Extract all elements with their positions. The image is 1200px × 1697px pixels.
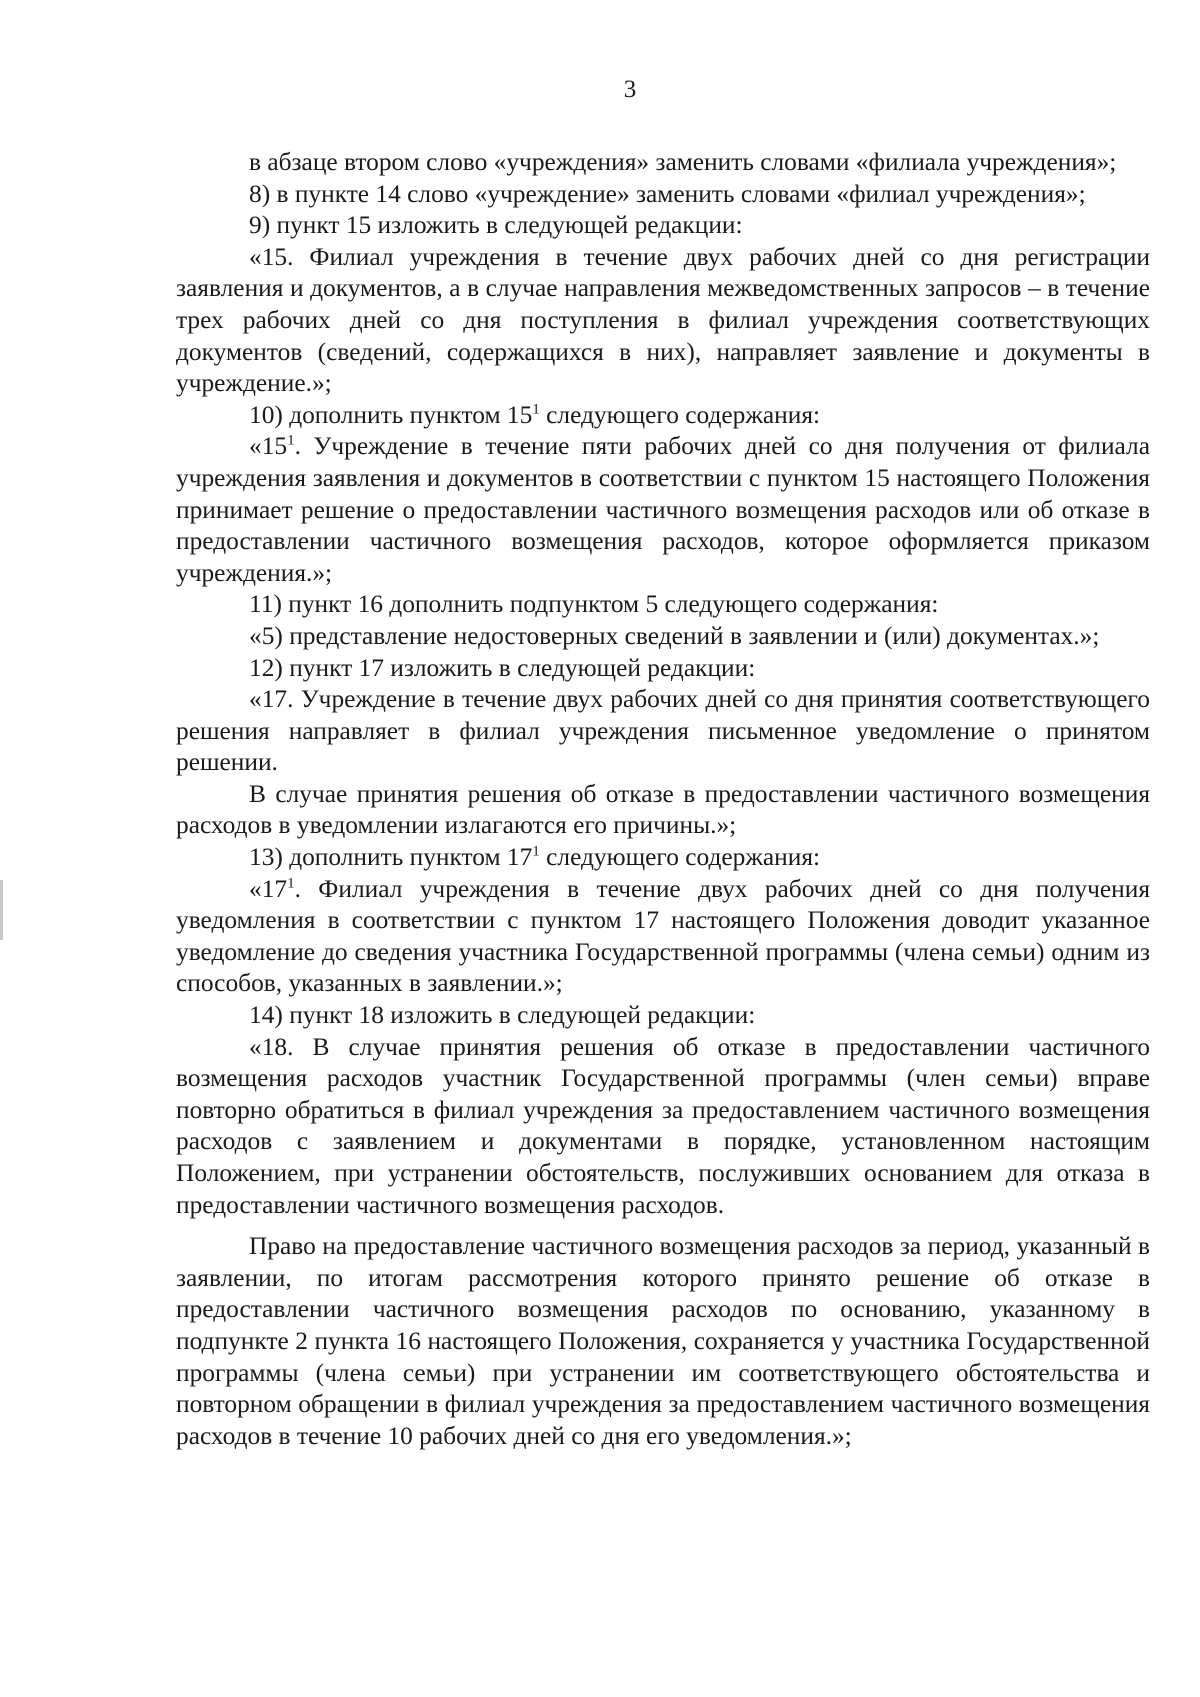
paragraph-point-15-text: «15. Филиал учреждения в течение двух рабочих дней со дня регистрации заявления и документов, а в случае направления межведомственных запросов – в течение трех рабочих дней со дня поступления в филиал учреждения соответствующих документов (сведений, содержащихся в них), направляет заявление и документы в учреждение.»;: [176, 242, 1150, 398]
paragraph-point-17-refusal: В случае принятия решения об отказе в предоставлении частичного возмещения расходов в уведомлении излагаются его причины.»;: [176, 779, 1150, 840]
paragraph-point-18-right: Право на предоставление частичного возмещения расходов за период, указанный в заявлении, по итогам рассмотрения которого принято решение об отказе в предоставлении частичного возмещения расходов по основанию, указанному в подпункте 2 пункта 16 настоящего Положения, сохраняется у участника Государственной программы (члена семьи) при устранении им соответствующего обстоятельства и повторном обращении в филиал учреждения за предоставлением частичного возмещения расходов в течение 10 рабочих дней со дня его уведомления.»;: [176, 1232, 1150, 1450]
item-13-text-start: 13) дополнить пунктом 17: [249, 843, 533, 872]
item-10-text-end: следующего содержания:: [539, 400, 821, 429]
paragraph-point-15-1-text: [176, 431, 1150, 589]
scan-edge-mark: [0, 880, 3, 940]
point-17-1-text-start: «17: [249, 874, 288, 903]
point-17-1-text-end: . Филиал учреждения в течение двух рабочих дней со дня получения уведомления в соответствии с пунктом 17 настоящего Положения доводит указанное уведомление до сведения участника Государственной программы (члена семьи) одним из способов, указанных в заявлении.»;: [176, 874, 1150, 998]
paragraph-point-17-text: «17. Учреждение в течение двух рабочих дней со дня принятия соответствующего решения направляет в филиал учреждения письменное уведомление о принятом решении.: [176, 685, 1150, 777]
paragraph-item-11: 11) пункт 16 дополнить подпунктом 5 следующего содержания:: [249, 590, 939, 619]
paragraph-abzac-vtorom: в абзаце втором слово «учреждения» заменить словами «филиала учреждения»;: [249, 148, 1117, 176]
paragraph-item-13: [176, 842, 1150, 874]
point-15-1-text-start: «15: [249, 432, 288, 461]
paragraph-subpoint-5-text: «5) представление недостоверных сведений в заявлении и (или) документах.»;: [249, 621, 1100, 650]
paragraph-item-12: 12) пункт 17 изложить в следующей редакции:: [249, 653, 756, 682]
point-15-1-superscript: 1: [287, 432, 295, 449]
page-number: 3: [623, 76, 637, 103]
item-10-superscript: 1: [532, 401, 540, 418]
item-13-superscript: 1: [532, 843, 540, 860]
document-body: [176, 147, 1150, 1452]
item-13-text-end: следующего содержания:: [539, 843, 821, 872]
paragraph-item-9: 9) пункт 15 изложить в следующей редакции:: [249, 211, 743, 240]
paragraph-point-17-1-text: [176, 874, 1150, 1000]
paragraph-item-14: 14) пункт 18 изложить в следующей редакции:: [249, 1001, 756, 1030]
point-15-1-text-end: . Учреждение в течение пяти рабочих дней со дня получения от филиала учреждения заявления и документов в соответствии с пунктом 15 настоящего Положения принимает решение о предоставлении частичного возмещения расходов или об отказе в предоставлении частичного возмещения расходов, которое оформляется приказом учреждения.»;: [176, 432, 1150, 587]
point-17-1-superscript: 1: [287, 875, 295, 892]
paragraph-point-18-text: «18. В случае принятия решения об отказе в предоставлении частичного возмещения расходов участник Государственной программы (член семьи) вправе повторно обратиться в филиал учреждения за предоставлением частичного возмещения расходов с заявлением и документами в порядке, установленном настоящим Положением, при устранении обстоятельств, послуживших основанием для отказа в предоставлении частичного возмещения расходов.: [176, 1032, 1150, 1219]
paragraph-item-10: [176, 400, 1150, 432]
item-10-text-start: 10) дополнить пунктом 15: [249, 400, 533, 429]
paragraph-item-8: 8) в пункте 14 слово «учреждение» заменить словами «филиал учреждения»;: [249, 179, 1086, 208]
